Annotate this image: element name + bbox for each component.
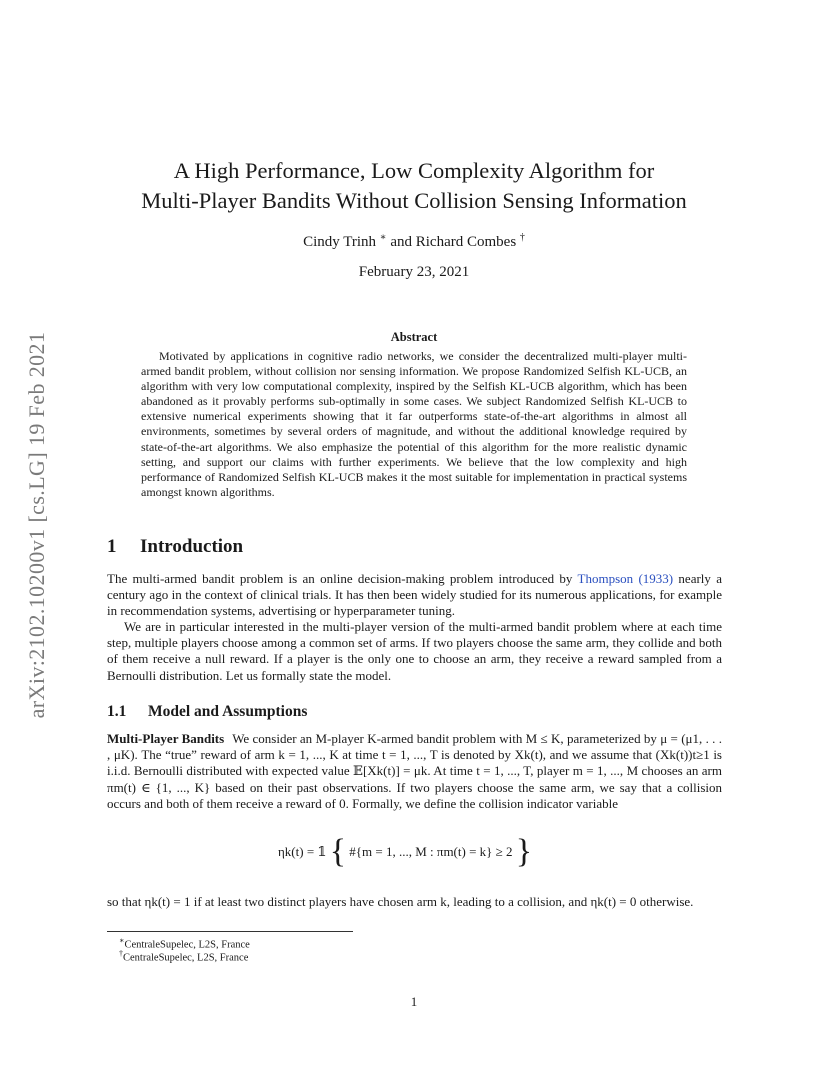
footnote-2 (119, 947, 248, 965)
subsection-heading-model (107, 703, 307, 721)
footnote-1-mark: ∗ (119, 936, 125, 945)
section-title: Introduction (140, 536, 244, 557)
footnote-2-mark: † (119, 949, 123, 958)
collision-explanation-paragraph: so that ηk(t) = 1 if at least two distinct players have chosen arm k, leading to a collision, and ηk(t) = 0 otherwise. (107, 894, 694, 909)
author-1-footnote-mark: ∗ (379, 232, 387, 243)
paper-title (100, 156, 728, 216)
collision-indicator-equation (278, 833, 533, 870)
section-heading-introduction (107, 536, 243, 558)
intro-paragraph-2: We are in particular interested in the multi-player version of the multi-armed bandit problem where at each time step, multiple players choose among a common set of arms. If two players choose the same arm, they collide and both of them receive a null reward. If a player is the only one to choose an arm, they receive a reward sampled from a Bernoulli distribution. Let us formally state the model. (107, 619, 722, 683)
footnote-1-text: CentraleSupelec, L2S, France (124, 939, 250, 951)
paper-title-line-1: A High Performance, Low Complexity Algorithm for (173, 158, 655, 183)
footnote-divider (107, 931, 353, 932)
author-list (100, 232, 728, 251)
abstract-heading: Abstract (390, 330, 438, 344)
arxiv-identifier-text: arXiv:2102.10200v1 [cs.LG] 19 Feb 2021 (24, 331, 49, 719)
publication-date: February 23, 2021 (358, 264, 470, 280)
section-number: 1 (107, 536, 117, 557)
model-paragraph-text: We consider an M-player K-armed bandit problem with M ≤ K, parameterized by μ = (μ1, . . . , μK). The “true” reward of arm k = 1, ..., K at time t = 1, ..., T is denoted by Xk(t), and we assume that (Xk(t))t≥1 is i.i.d. Bernoulli distributed with expected value 𝔼[Xk(t)] = μk. At time t = 1, ..., T, player m = 1, ..., M chooses an arm πm(t) ∈ {1, ..., K} based on their past observations. If two players choose the same arm, we say that a collision occurs and both of them receive a reward of 0. Formally, we define the collision indicator variable (107, 731, 722, 811)
equation-lhs: ηk(t) = 𝟙 (278, 844, 327, 859)
subsection-title: Model and Assumptions (148, 703, 308, 720)
model-paragraph (107, 731, 722, 812)
runin-heading-multi-player-bandits: Multi-Player Bandits (107, 731, 225, 746)
arxiv-identifier-stamp (12, 290, 62, 760)
page-number: 1 (410, 994, 418, 1009)
author-2-name: and Richard Combes (390, 234, 517, 250)
paper-title-line-2: Multi-Player Bandits Without Collision Sensing Information (141, 188, 687, 213)
citation-link-thompson[interactable]: Thompson (1933) (577, 571, 674, 586)
intro-paragraph-1-start: The multi-armed bandit problem is an online decision-making problem introduced by (107, 571, 578, 586)
equation-left-brace: { (329, 833, 347, 870)
intro-paragraph-1 (107, 571, 722, 620)
equation-body: #{m = 1, ..., M : πm(t) = k} ≥ 2 (349, 844, 513, 859)
subsection-number: 1.1 (107, 703, 127, 720)
author-2-footnote-mark: † (519, 232, 525, 243)
footnote-2-text: CentraleSupelec, L2S, France (123, 952, 249, 964)
author-1-name: Cindy Trinh (303, 234, 377, 250)
abstract-text: Motivated by applications in cognitive radio networks, we consider the decentralized multi-player multi-armed bandit problem, without collision nor sensing information. We propose Randomized Selfish KL-UCB, an algorithm with very low computational complexity, inspired by the Selfish KL-UCB algorithm, which has been abandoned as it provably performs sub-optimally in some cases. We subject Randomized Selfish KL-UCB to extensive numerical experiments showing that it far outperforms state-of-the-art algorithms in almost all environments, sometimes by several orders of magnitude, and without the additional knowledge required by state-of-the-art algorithms. We also emphasize the potential of this algorithm for the more realistic dynamic setting, and support our claims with further experiments. We believe that the low complexity and high performance of Randomized Selfish KL-UCB makes it the most suitable for implementation in practical systems amongst known algorithms. (141, 349, 687, 499)
intro-paragraph-1-end: nearly a century ago in the context of clinical trials. It has then been widely studied for its numerous applications, for example in recommendation systems, advertising or hyperparameter tuning. (107, 571, 722, 619)
equation-right-brace: } (515, 833, 533, 870)
